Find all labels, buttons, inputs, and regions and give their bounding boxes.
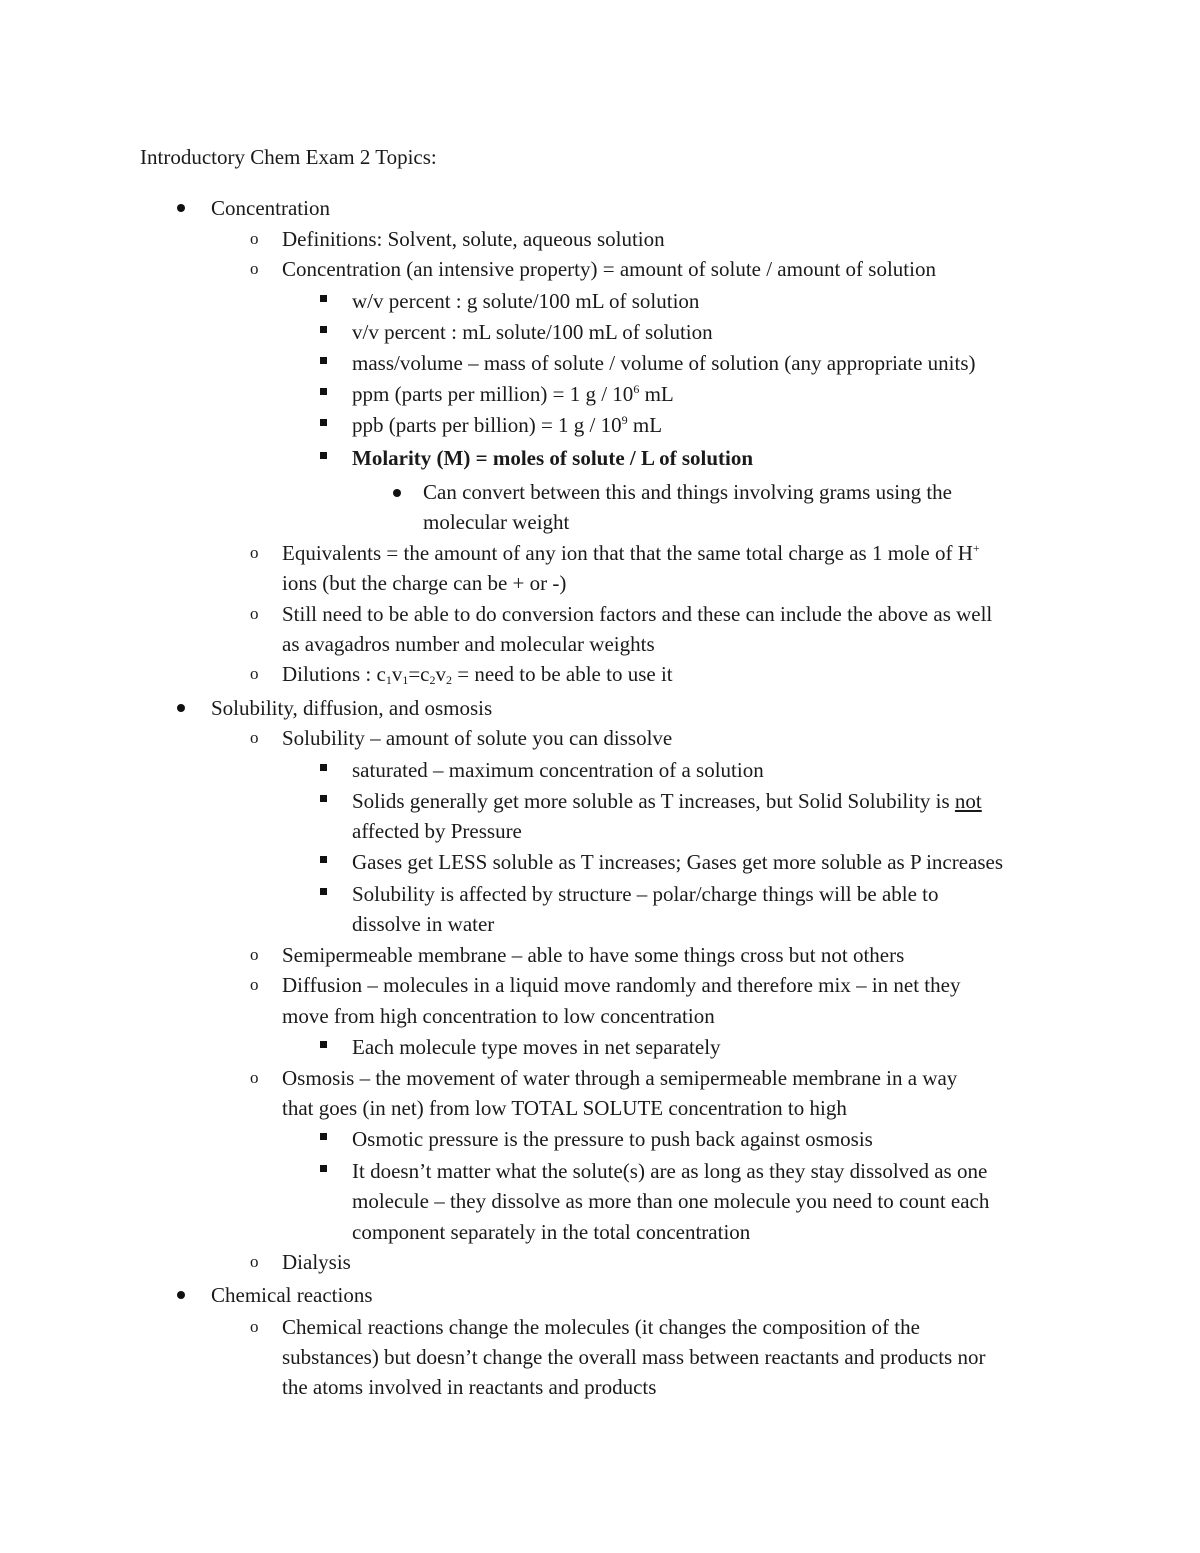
list-item: Diffusion – molecules in a liquid move randomly and therefore mix – in net they [282, 973, 961, 997]
list-item: Gases get LESS soluble as T increases; Gases get more soluble as P increases [352, 850, 1004, 874]
bullet-square [320, 326, 327, 333]
exponent: 9 [621, 413, 628, 427]
dilution-text: Dilutions : c [282, 662, 386, 686]
section-heading-solubility: Solubility, diffusion, and osmosis [211, 696, 493, 720]
list-item: saturated – maximum concentration of a solution [352, 758, 764, 782]
list-item-continuation: ions (but the charge can be + or -) [282, 571, 567, 595]
document-title: Introductory Chem Exam 2 Topics: [140, 145, 437, 169]
list-item: Osmosis – the movement of water through a semipermeable membrane in a way [282, 1066, 958, 1090]
dilution-text: v [391, 662, 403, 686]
list-item-continuation: move from high concentration to low concentration [282, 1004, 715, 1028]
list-item-continuation: affected by Pressure [352, 819, 522, 843]
bullet-square [320, 452, 327, 459]
bullet-square [320, 295, 327, 302]
bullet-circle: o [250, 945, 259, 964]
list-item [282, 538, 980, 568]
subscript: 1 [385, 673, 392, 687]
list-item: Dialysis [282, 1250, 351, 1274]
bullet-square [320, 795, 327, 802]
list-item: It doesn’t matter what the solute(s) are as long as they stay dissolved as one [352, 1159, 988, 1183]
dilution-text: v [435, 662, 447, 686]
bullet-square [320, 856, 327, 863]
bullet-disc [393, 489, 401, 497]
unit: mL [639, 382, 674, 406]
bullet-square [320, 419, 327, 426]
list-item: Each molecule type moves in net separately [352, 1035, 721, 1059]
list-item: mass/volume – mass of solute / volume of solution (any appropriate units) [352, 351, 976, 375]
bullet-circle: o [250, 1068, 259, 1087]
list-item: Osmotic pressure is the pressure to push back against osmosis [352, 1127, 873, 1151]
list-item-continuation: as avagadros number and molecular weights [282, 632, 655, 656]
exponent: 6 [633, 382, 640, 396]
list-item: Concentration (an intensive property) = amount of solute / amount of solution [282, 257, 936, 281]
bullet-square [320, 888, 327, 895]
list-item [282, 659, 673, 689]
subscript: 2 [446, 673, 453, 687]
list-item-continuation: the atoms involved in reactants and products [282, 1375, 657, 1399]
bullet-circle: o [250, 259, 259, 278]
bullet-disc [177, 204, 185, 212]
bullet-circle: o [250, 229, 259, 248]
bullet-circle: o [250, 543, 259, 562]
list-item-molarity: Molarity (M) = moles of solute / L of solution [352, 446, 754, 470]
list-item-continuation: substances) but doesn’t change the overall mass between reactants and products nor [282, 1345, 986, 1369]
bullet-circle: o [250, 975, 259, 994]
list-item-continuation: dissolve in water [352, 912, 495, 936]
equivalents-text: Equivalents = the amount of any ion that that the same total charge as 1 mole of H [282, 541, 973, 565]
unit: mL [627, 413, 663, 437]
ppb-text: ppb (parts per billion) = 1 g / 10 [352, 413, 622, 437]
bullet-circle: o [250, 1317, 259, 1336]
bullet-disc [177, 704, 185, 712]
solids-text: Solids generally get more soluble as T increases, but Solid Solubility is [352, 789, 955, 813]
list-item-continuation: component separately in the total concentration [352, 1220, 751, 1244]
list-item-continuation: molecule – they dissolve as more than one molecule you need to count each [352, 1189, 990, 1213]
list-item [352, 379, 674, 409]
list-item: Chemical reactions change the molecules (it changes the composition of the [282, 1315, 920, 1339]
list-item: Solubility – amount of solute you can dissolve [282, 726, 673, 750]
subscript: 2 [429, 673, 436, 687]
bullet-square [320, 1133, 327, 1140]
list-item: Can convert between this and things involving grams using the [423, 480, 952, 504]
bullet-square [320, 1041, 327, 1048]
list-item-continuation: molecular weight [423, 510, 570, 534]
list-item: Solubility is affected by structure – polar/charge things will be able to [352, 882, 939, 906]
dilution-text: =c [408, 662, 430, 686]
bullet-circle: o [250, 664, 259, 683]
bullet-square [320, 1165, 327, 1172]
list-item: Semipermeable membrane – able to have some things cross but not others [282, 943, 905, 967]
bullet-circle: o [250, 604, 259, 623]
underlined-word: not [954, 789, 982, 813]
section-heading-concentration: Concentration [211, 196, 330, 220]
list-item [352, 410, 662, 440]
list-item: v/v percent : mL solute/100 mL of solution [352, 320, 713, 344]
bullet-circle: o [250, 1252, 259, 1271]
ppm-text: ppm (parts per million) = 1 g / 10 [352, 382, 634, 406]
bullet-circle: o [250, 728, 259, 747]
list-item: Definitions: Solvent, solute, aqueous solution [282, 227, 665, 251]
bullet-square [320, 764, 327, 771]
list-item: Still need to be able to do conversion factors and these can include the above as well [282, 602, 993, 626]
section-heading-reactions: Chemical reactions [211, 1283, 373, 1307]
subscript: 1 [402, 673, 409, 687]
list-item-continuation: that goes (in net) from low TOTAL SOLUTE concentration to high [282, 1096, 847, 1120]
bullet-square [320, 388, 327, 395]
bullet-disc [177, 1291, 185, 1299]
superscript: + [972, 541, 980, 555]
bullet-square [320, 357, 327, 364]
list-item: w/v percent : g solute/100 mL of solution [352, 289, 700, 313]
dilution-text: = need to be able to use it [452, 662, 673, 686]
list-item [352, 786, 982, 816]
